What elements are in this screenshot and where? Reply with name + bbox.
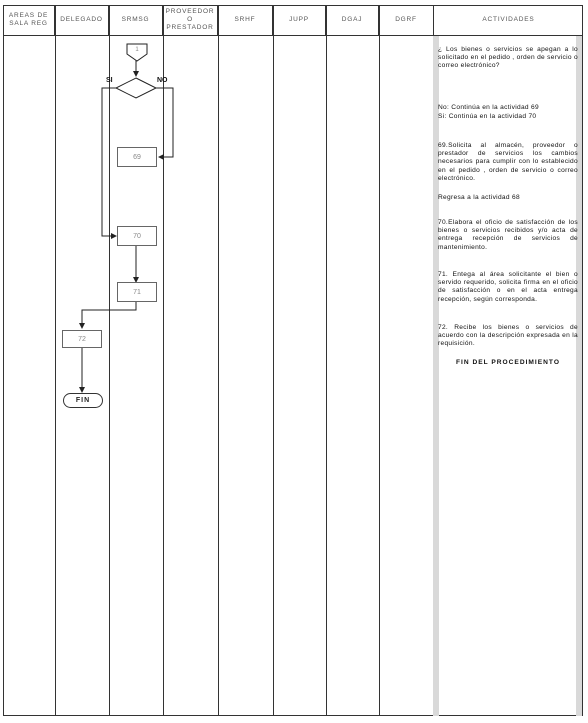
decision-diamond: [116, 78, 156, 98]
header-srhf: SRHF: [218, 5, 273, 36]
activity-no-continue: No: Continúa en la actividad 69: [438, 104, 539, 111]
header-areas-sala-reg: AREAS DE SALA REG: [3, 5, 55, 36]
header-actividades: ACTIVIDADES: [434, 5, 583, 36]
flow-line: [82, 302, 136, 328]
activity-72: 72. Recibe los bienes o servicios de acuerdo con la descripción expresada en la requisición.: [438, 324, 578, 348]
header-dgaj: DGAJ: [326, 5, 379, 36]
activity-si-continue: Si: Continúa en la actividad 70: [438, 113, 537, 120]
end-terminator: FIN: [63, 393, 103, 408]
activity-70: 70.Elabora el oficio de satisfacción de los bienes o servicios recibidos y/o acta de entrega recepción de servicios de mantenimiento.: [438, 219, 578, 251]
process-box-69: 69: [117, 147, 157, 167]
flow-line-no: [156, 88, 173, 157]
header-jupp: JUPP: [273, 5, 326, 36]
header-dgrf: DGRF: [379, 5, 434, 36]
connector-label: 1: [135, 47, 139, 53]
activity-69: 69.Solicita al almacén, proveedor o prestador de servicios los cambios necesarios para cumplir con lo establecido en el pedido , orden de servicio o correo electrónico.: [438, 142, 578, 182]
no-label: NO: [157, 77, 168, 84]
activity-fin: FIN DEL PROCEDIMIENTO: [456, 359, 560, 366]
activity-69-return: Regresa a la actividad 68: [438, 194, 520, 201]
activity-71: 71. Entega al área solicitante el bien o servido requerido, solicita firma en el oficio de satisfacción o en el acta entrega recepción, según corresponda.: [438, 271, 578, 303]
flow-line-si: [102, 88, 116, 236]
header-srmsg: SRMSG: [109, 5, 163, 36]
activity-question: ¿ Los bienes o servicios se apegan a lo solicitado en el pedido , orden de servicio o correo electrónico?: [438, 46, 578, 70]
process-box-70: 70: [117, 226, 157, 246]
yes-label: SI: [106, 77, 113, 84]
process-box-72: 72: [62, 330, 102, 348]
process-box-71: 71: [117, 282, 157, 302]
header-delegado: DELEGADO: [55, 5, 109, 36]
header-proveedor: PROVEEDOR O PRESTADOR: [163, 5, 218, 36]
